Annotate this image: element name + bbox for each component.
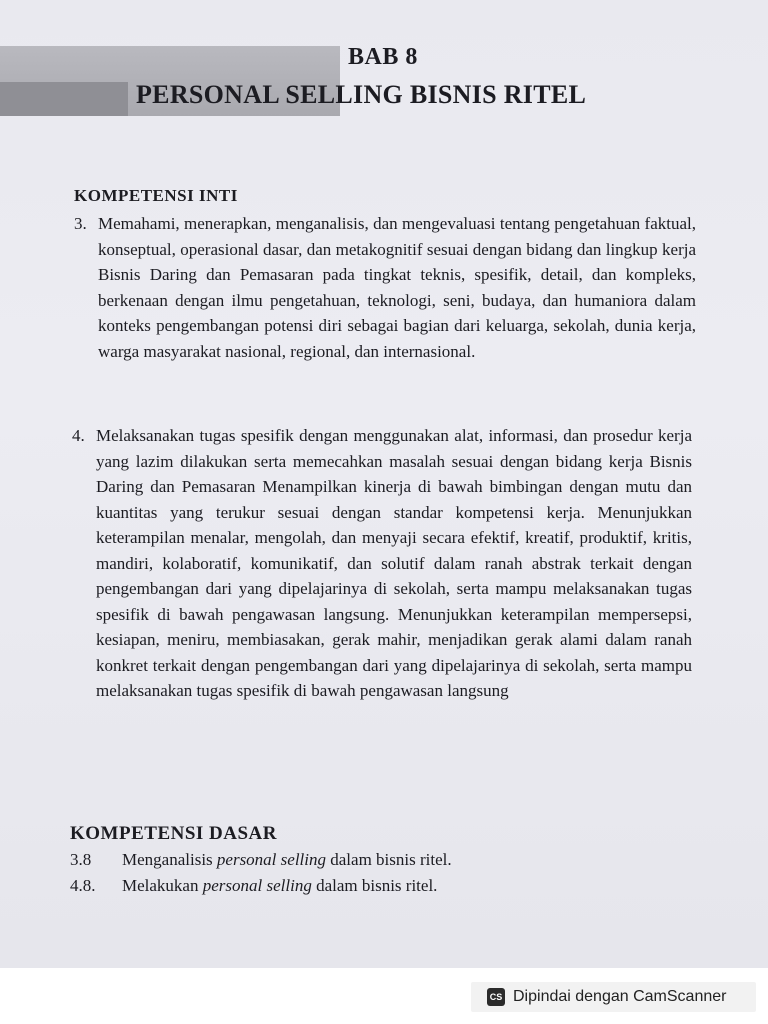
header-band-accent [0, 82, 128, 116]
kd-item-italic: personal selling [216, 850, 326, 869]
kd-item-italic: personal selling [202, 876, 312, 895]
ki-item-3 [74, 211, 696, 364]
kd-item-text-end: dalam bisnis ritel. [326, 850, 452, 869]
ki-item-number: 3. [74, 214, 87, 233]
chapter-number: BAB 8 [348, 44, 418, 70]
kd-item-text-end: dalam bisnis ritel. [311, 876, 438, 895]
camscanner-label: Dipindai dengan CamScanner [513, 988, 727, 1005]
ki-item-number: 4. [72, 426, 85, 445]
camscanner-badge [471, 982, 756, 1012]
ki-item-text: Memahami, menerapkan, menganalisis, dan mengevaluasi tentang pengetahuan faktual, konseptual, operasional dasar, dan metakognitif sesuai dengan bidang dan lingkup kerja Bisnis Daring dan Pemasaran pada tingkat teknis, spesifik, detail, dan kompleks, berkenaan dengan ilmu pengetahuan, teknologi, seni, budaya, dan humaniora dalam konteks pengembangan potensi diri sebagai bagian dari keluarga, sekolah, dunia kerja, warga masyarakat nasional, regional, dan internasional. [98, 214, 696, 361]
kd-item-4-8 [70, 876, 437, 896]
kd-item-3-8 [70, 850, 452, 870]
ki-item-text: Melaksanakan tugas spesifik dengan menggunakan alat, informasi, dan prosedur kerja yang lazim dilakukan serta memecahkan masalah sesuai dengan bidang kerja Bisnis Daring dan Pemasaran Menampilkan kinerja di bawah bimbingan dengan mutu dan kuantitas yang terukur sesuai dengan standar kompetensi kerja. Menunjukkan keterampilan menalar, mengolah, dan menyaji secara efektif, kreatif, produktif, kritis, mandiri, kolaboratif, komunikatif, dan solutif dalam ranah abstrak terkait dengan pengembangan dari yang dipelajarinya di sekolah, serta mampu melaksanakan tugas spesifik di bawah pengawasan langsung. Menunjukkan keterampilan mempersepsi, kesiapan, meniru, membiasakan, gerak mahir, menjadikan gerak alami dalam ranah konkret terkait dengan pengembangan dari yang dipelajarinya di sekolah, serta mampu melaksanakan tugas spesifik di bawah pengawasan langsung [96, 426, 692, 700]
kd-item-text: Menganalisis [122, 850, 217, 869]
kd-item-text: Melakukan [122, 876, 203, 895]
kd-item-number: 3.8 [70, 850, 92, 869]
kd-item-number: 4.8. [70, 876, 96, 895]
chapter-title: PERSONAL SELLING BISNIS RITEL [136, 80, 587, 109]
camscanner-logo-icon: CS [487, 988, 505, 1006]
ki-item-4 [72, 423, 692, 704]
kompetensi-dasar-heading: KOMPETENSI DASAR [70, 823, 277, 844]
kompetensi-inti-heading: KOMPETENSI INTI [74, 186, 238, 205]
